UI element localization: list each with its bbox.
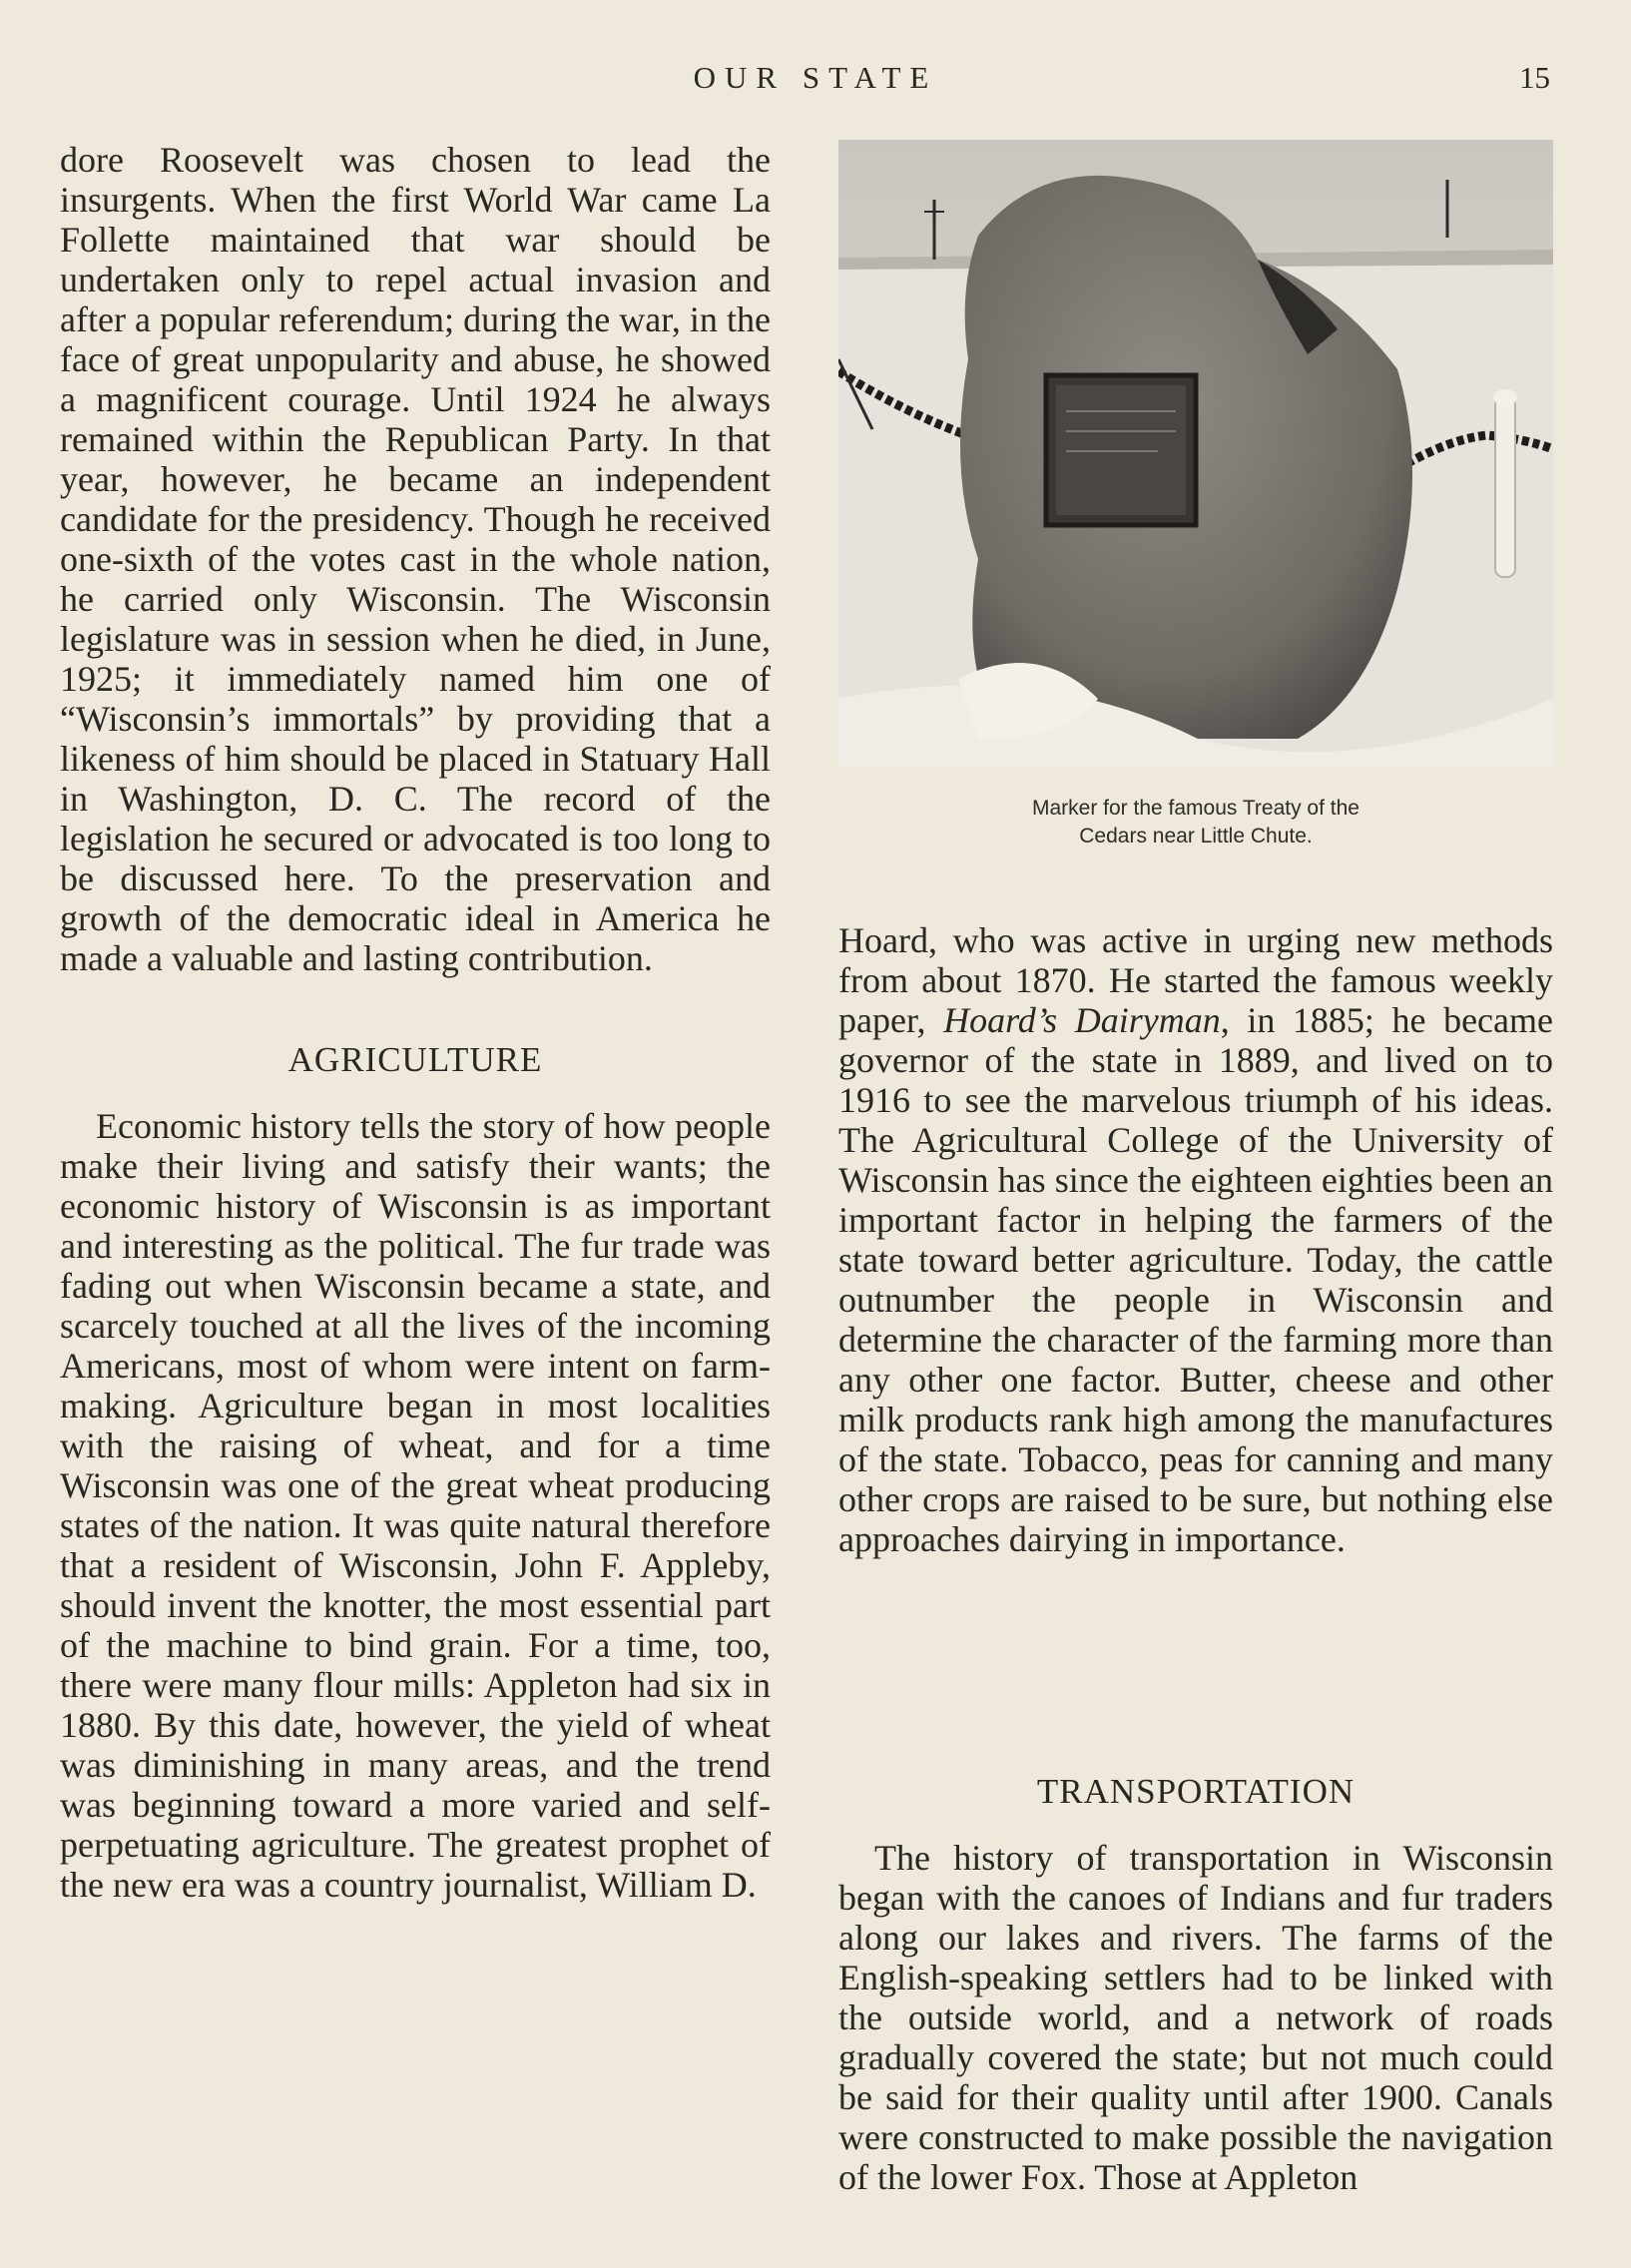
section-heading-transportation: TRANSPORTATION [1036, 1772, 1356, 1811]
right-column-lower [838, 1772, 1553, 2197]
caption-line: Marker for the famous Treaty of the [1032, 797, 1359, 820]
left-column [60, 140, 771, 1905]
treaty-marker-image [838, 140, 1553, 767]
caption-line: Cedars near Little Chute. [1079, 825, 1313, 848]
body-paragraph: Economic history tells the story of how people make their living and satisfy their wants; the economic history of Wisconsin is as important and interesting as the political. The fur trade was fading out when Wisconsin became a state, and scarcely touched at all the lives of the incoming Americans, most of whom were intent on farm-making. Agriculture began in most localities with the raising of wheat, and for a time Wisconsin was one of the great wheat producing states of the nation. It was quite natural therefore that a resident of Wisconsin, John F. Appleby, should invent the knotter, the most essential part of the machine to bind grain. For a time, too, there were many flour mills: Appleton had six in 1880. By this date, however, the yield of wheat was diminishing in many areas, and the trend was beginning toward a more varied and self-perpetuating agriculture. The greatest prophet of the new era was a country journalist, William D. [60, 1106, 771, 1905]
page-number: 15 [1519, 60, 1550, 95]
body-paragraph: The history of transportation in Wisconsin began with the canoes of Indians and fur traders along our lakes and rivers. The farms of the English-speaking settlers had to be linked with the outside world, and a network of roads gradually covered the state; but not much could be said for their quality until after 1900. Canals were constructed to make possible the navigation of the lower Fox. Those at Appleton [838, 1838, 1553, 2197]
photo-caption [838, 795, 1553, 850]
body-paragraph [838, 920, 1553, 1559]
paragraph-text: , in 1885; he became governor of the state in 1889, and lived on to 1916 to see the marvelous triumph of his ideas. The Agricultural College of the University of Wisconsin has since the eighteen eighties been an important factor in helping the farmers of the state toward better agriculture. Today, the cattle outnumber the people in Wisconsin and determine the character of the farming more than any other one factor. Butter, cheese and other milk products rank high among the manufactures of the state. Tobacco, peas for canning and many other crops are raised to be sure, but nothing else approaches dairying in importance. [838, 1000, 1553, 1559]
paragraph-text: Hoard, who was active in urging new methods from about 1870. He started the famous weekly paper, [838, 920, 1553, 1040]
periodical-title: Hoard’s Dairyman [943, 1000, 1221, 1040]
right-column-upper [838, 920, 1553, 1559]
running-head: OUR STATE [693, 60, 938, 95]
marker-photo [838, 140, 1553, 767]
body-paragraph: dore Roosevelt was chosen to lead the insurgents. When the first World War came La Follette maintained that war should be undertaken only to repel actual invasion and after a popular referendum; during the war, in the face of great unpopularity and abuse, he showed a magnificent courage. Until 1924 he always remained within the Republican Party. In that year, however, he became an independent candidate for the presidency. Though he received one-sixth of the votes cast in the whole nation, he carried only Wisconsin. The Wisconsin legislature was in session when he died, in June, 1925; it immediately named him one of “Wisconsin’s immortals” by providing that a likeness of him should be placed in Statuary Hall in Washington, D. C. The record of the legislation he secured or advocated is too long to be discussed here. To the preservation and growth of the democratic ideal in America he made a valuable and lasting contribution. [60, 140, 771, 978]
section-heading-agriculture: AGRICULTURE [287, 1040, 543, 1079]
